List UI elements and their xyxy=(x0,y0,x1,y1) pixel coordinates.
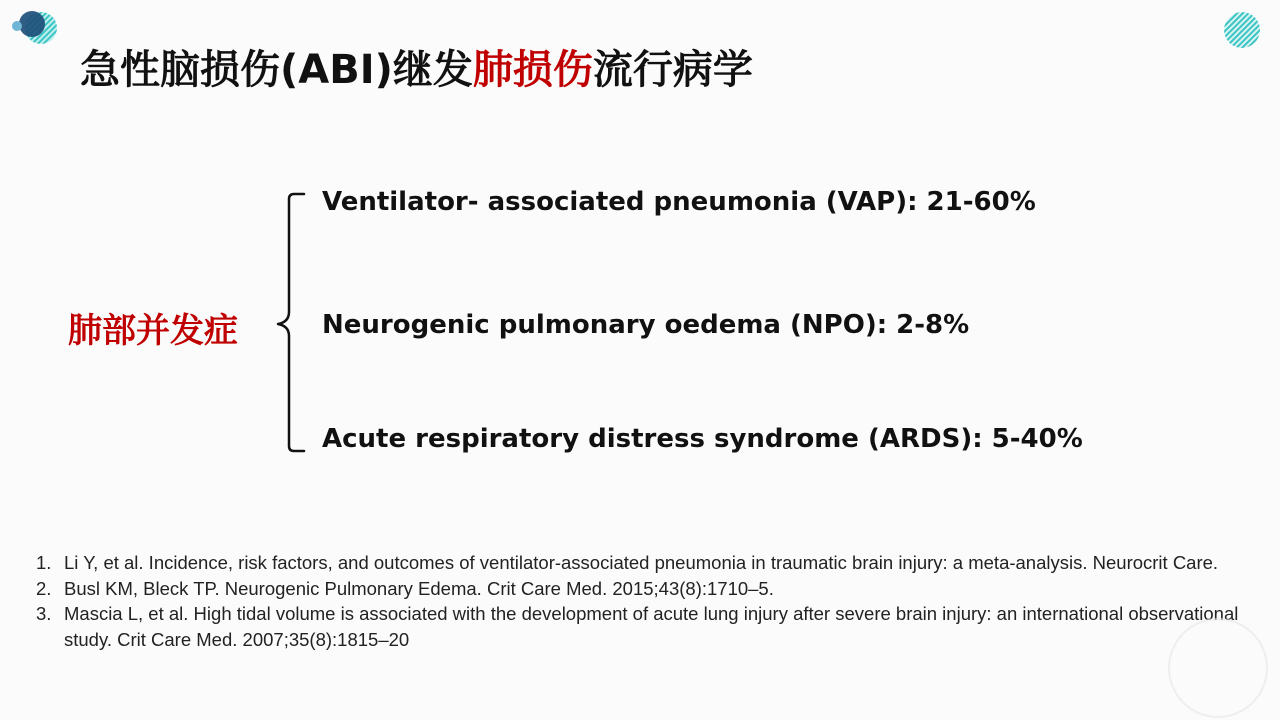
decorative-striped-circle-icon xyxy=(1222,10,1262,50)
watermark-logo xyxy=(1168,618,1268,718)
reference-number: 2. xyxy=(36,577,52,599)
reference-item xyxy=(36,576,1256,602)
complication-item-vap: Ventilator- associated pneumonia (VAP): 21-60% xyxy=(322,187,1036,217)
reference-list xyxy=(36,550,1256,652)
reference-text: Busl KM, Bleck TP. Neurogenic Pulmonary Edema. Crit Care Med. 2015;43(8):1710–5. xyxy=(64,577,774,599)
reference-item xyxy=(36,601,1256,652)
title-part-1: 急性脑损伤(ABI)继发 xyxy=(80,47,473,93)
complication-item-npo: Neurogenic pulmonary oedema (NPO): 2-8% xyxy=(322,310,970,340)
title-part-2: 流行病学 xyxy=(592,47,753,93)
reference-text: Li Y, et al. Incidence, risk factors, and outcomes of ventilator-associated pneumonia in traumatic brain injury: a meta-analysis. Neurocrit Care. xyxy=(64,552,1219,573)
complication-item-ards: Acute respiratory distress syndrome (ARDS): 5-40% xyxy=(322,424,1083,454)
reference-item xyxy=(36,550,1256,576)
reference-text: Mascia L, et al. High tidal volume is associated with the development of acute lung injury after severe brain injury: an international observational study. Crit Care Med. 2007;35(8):1815–20 xyxy=(64,603,1239,650)
reference-number: 3. xyxy=(36,603,52,624)
reference-number: 1. xyxy=(36,552,52,573)
title-highlight: 肺损伤 xyxy=(472,47,593,93)
curly-brace xyxy=(270,188,310,458)
category-label: 肺部并发症 xyxy=(68,311,238,351)
slide-title xyxy=(80,42,753,98)
decorative-circles-icon xyxy=(10,8,60,48)
